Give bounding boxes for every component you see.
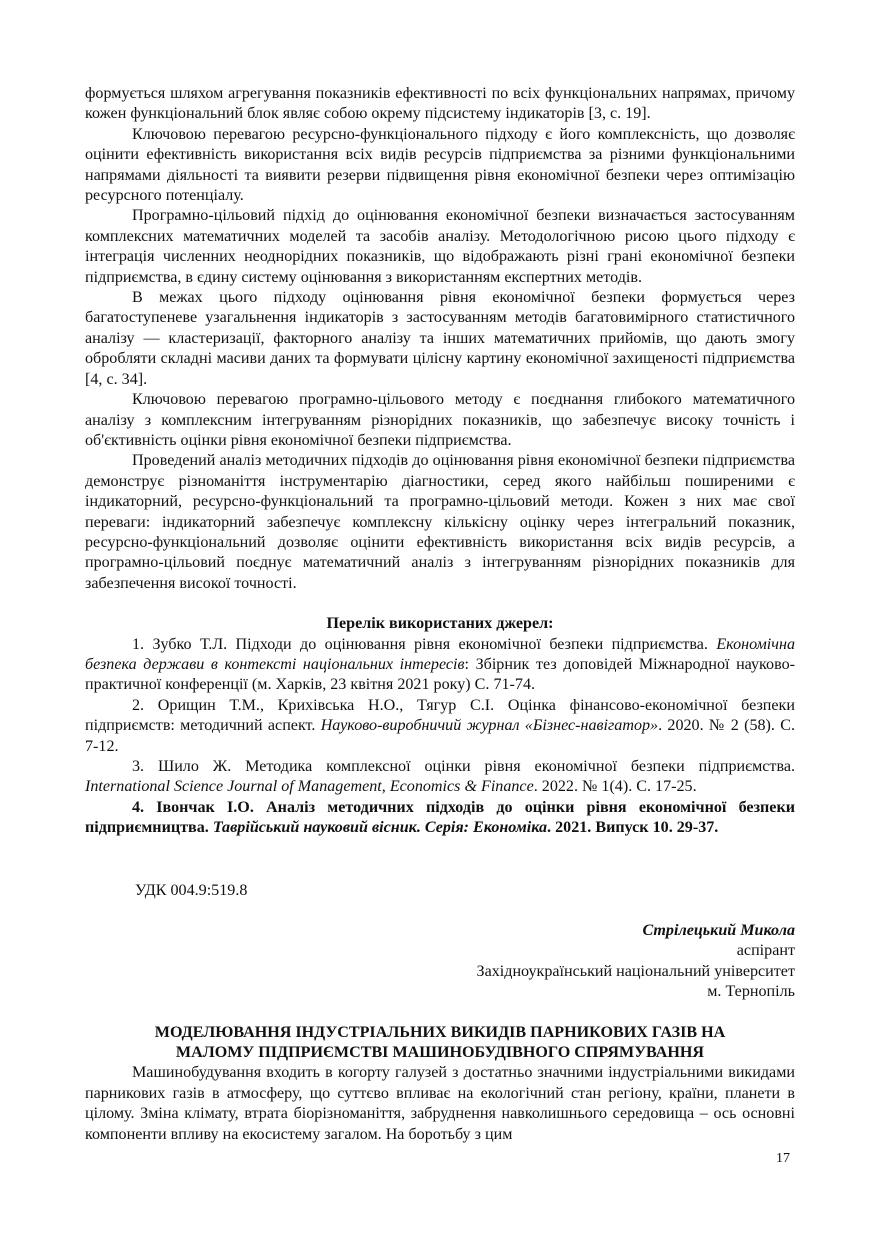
- reference-item: 3. Шило Ж. Методика комплексної оцінки рівня економічної безпеки підприємства. International Science Journal of Management, Economics & Finance. 2022. № 1(4). С. 17-25.: [85, 758, 795, 796]
- author-block: [85, 921, 795, 1003]
- reference-item: 2. Орищин Т.М., Крихівська Н.О., Тягур С.І. Оцінка фінансово-економічної безпеки підприємств: методичний аспект. Науково-виробничий журнал «Бізнес-навігатор». 2020. № 2 (58). С. 7-12.: [85, 696, 795, 755]
- reference-item: 4. Івончак І.О. Аналіз методичних підходів до оцінки рівня економічної безпеки підприємництва. Таврійський науковий вісник. Серія: Економіка. 2021. Випуск 10. 29-37.: [85, 798, 795, 837]
- body-paragraph: Ключовою перевагою програмно-цільового методу є поєднання глибокого математичного аналізу з комплексним інтегруванням різнорідних показників, що забезпечує високу точність і об'єктивність оцінки рівня економічної безпеки підприємства.: [85, 391, 795, 449]
- intro-paragraph: Машинобудування входить в когорту галузей з достатньо значними індустріальними викидами парникових газів в атмосферу, що суттєво впливає на екологічний стан регіону, країни, планети в цілому. Зміна клімату, втрата біорізноманіття, забруднення навколишнього середовища – ось основні компоненти впливу на екосистему загалом. На боротьбу з цим: [85, 1064, 795, 1143]
- article-title: [85, 1023, 795, 1064]
- author-position: аспірант: [736, 942, 795, 960]
- body-paragraph: В межах цього підходу оцінювання рівня економічної безпеки формується через багатоступеневе узагальнення індикаторів з застосуванням методів багатовимірного статистичного аналізу — кластеризації, факторного аналізу та інших математичних прийомів, що дають змогу обробляти складні масиви даних та формувати цілісну картину економічної захищеності підприємства [4, с. 34].: [85, 289, 795, 388]
- body-paragraph: Програмно-цільовий підхід до оцінювання економічної безпеки визначається застосуванням комплексних математичних моделей та засобів аналізу. Методологічною рисою цього підходу є інтеграція численних неоднорідних показників, що відображають різні грані економічної безпеки підприємства, в єдину систему оцінювання з використанням експертних методів.: [85, 207, 795, 286]
- references-title: Перелік використаних джерел:: [326, 615, 554, 633]
- author-name: Стрілецький Микола: [642, 922, 795, 940]
- body-paragraph: Проведений аналіз методичних підходів до оцінювання рівня економічної безпеки підприємства демонструє різноманіття інструментарію діагностики, серед якого найбільш поширеними є індикаторний, ресурсно-функціональний та програмно-цільовий методи. Кожен з них має свої переваги: індикаторний забезпечує комплексну кількісну оцінку через інтегральний показник, ресурсно-функціональний дозволяє оцінити ефективність використання всіх видів ресурсів, а програмно-цільовий поєднує математичний аналіз з інтегруванням різнорідних показників для забезпечення високої точності.: [85, 452, 795, 592]
- body-paragraph: формується шляхом агрегування показників ефективності по всіх функціональних напрямах, причому кожен функціональний блок являє собою окрему підсистему індикаторів [3, с. 19].: [85, 85, 795, 123]
- article-title-line: МАЛОМУ ПІДПРИЄМСТВІ МАШИНОБУДІВНОГО СПРЯМУВАННЯ: [175, 1044, 705, 1062]
- body-paragraph: Ключовою перевагою ресурсно-функціонального підходу є його комплексність, що дозволяє оцінити ефективність використання всіх видів ресурсів підприємства за різними функціональними напрямами діяльності та виявити резерви підвищення рівня економічної безпеки через оптимізацію ресурсного потенціалу.: [85, 125, 795, 205]
- page-number: 17: [776, 1151, 790, 1166]
- document-page: [85, 84, 795, 1145]
- udk-code: УДК 004.9:519.8: [135, 881, 248, 899]
- author-university: Західноукраїнський національний університет: [476, 962, 795, 980]
- article-title-line: МОДЕЛЮВАННЯ ІНДУСТРІАЛЬНИХ ВИКИДІВ ПАРНИКОВИХ ГАЗІВ НА: [154, 1023, 726, 1041]
- author-city: м. Тернопіль: [707, 983, 795, 1001]
- reference-item: 1. Зубко Т.Л. Підходи до оцінювання рівня економічної безпеки підприємства. Економічна безпека держави в контексті національних інтересів: Збірник тез доповідей Міжнародної науково-практичної конференції (м. Харків, 23 квітня 2021 року) С. 71-74.: [85, 635, 795, 694]
